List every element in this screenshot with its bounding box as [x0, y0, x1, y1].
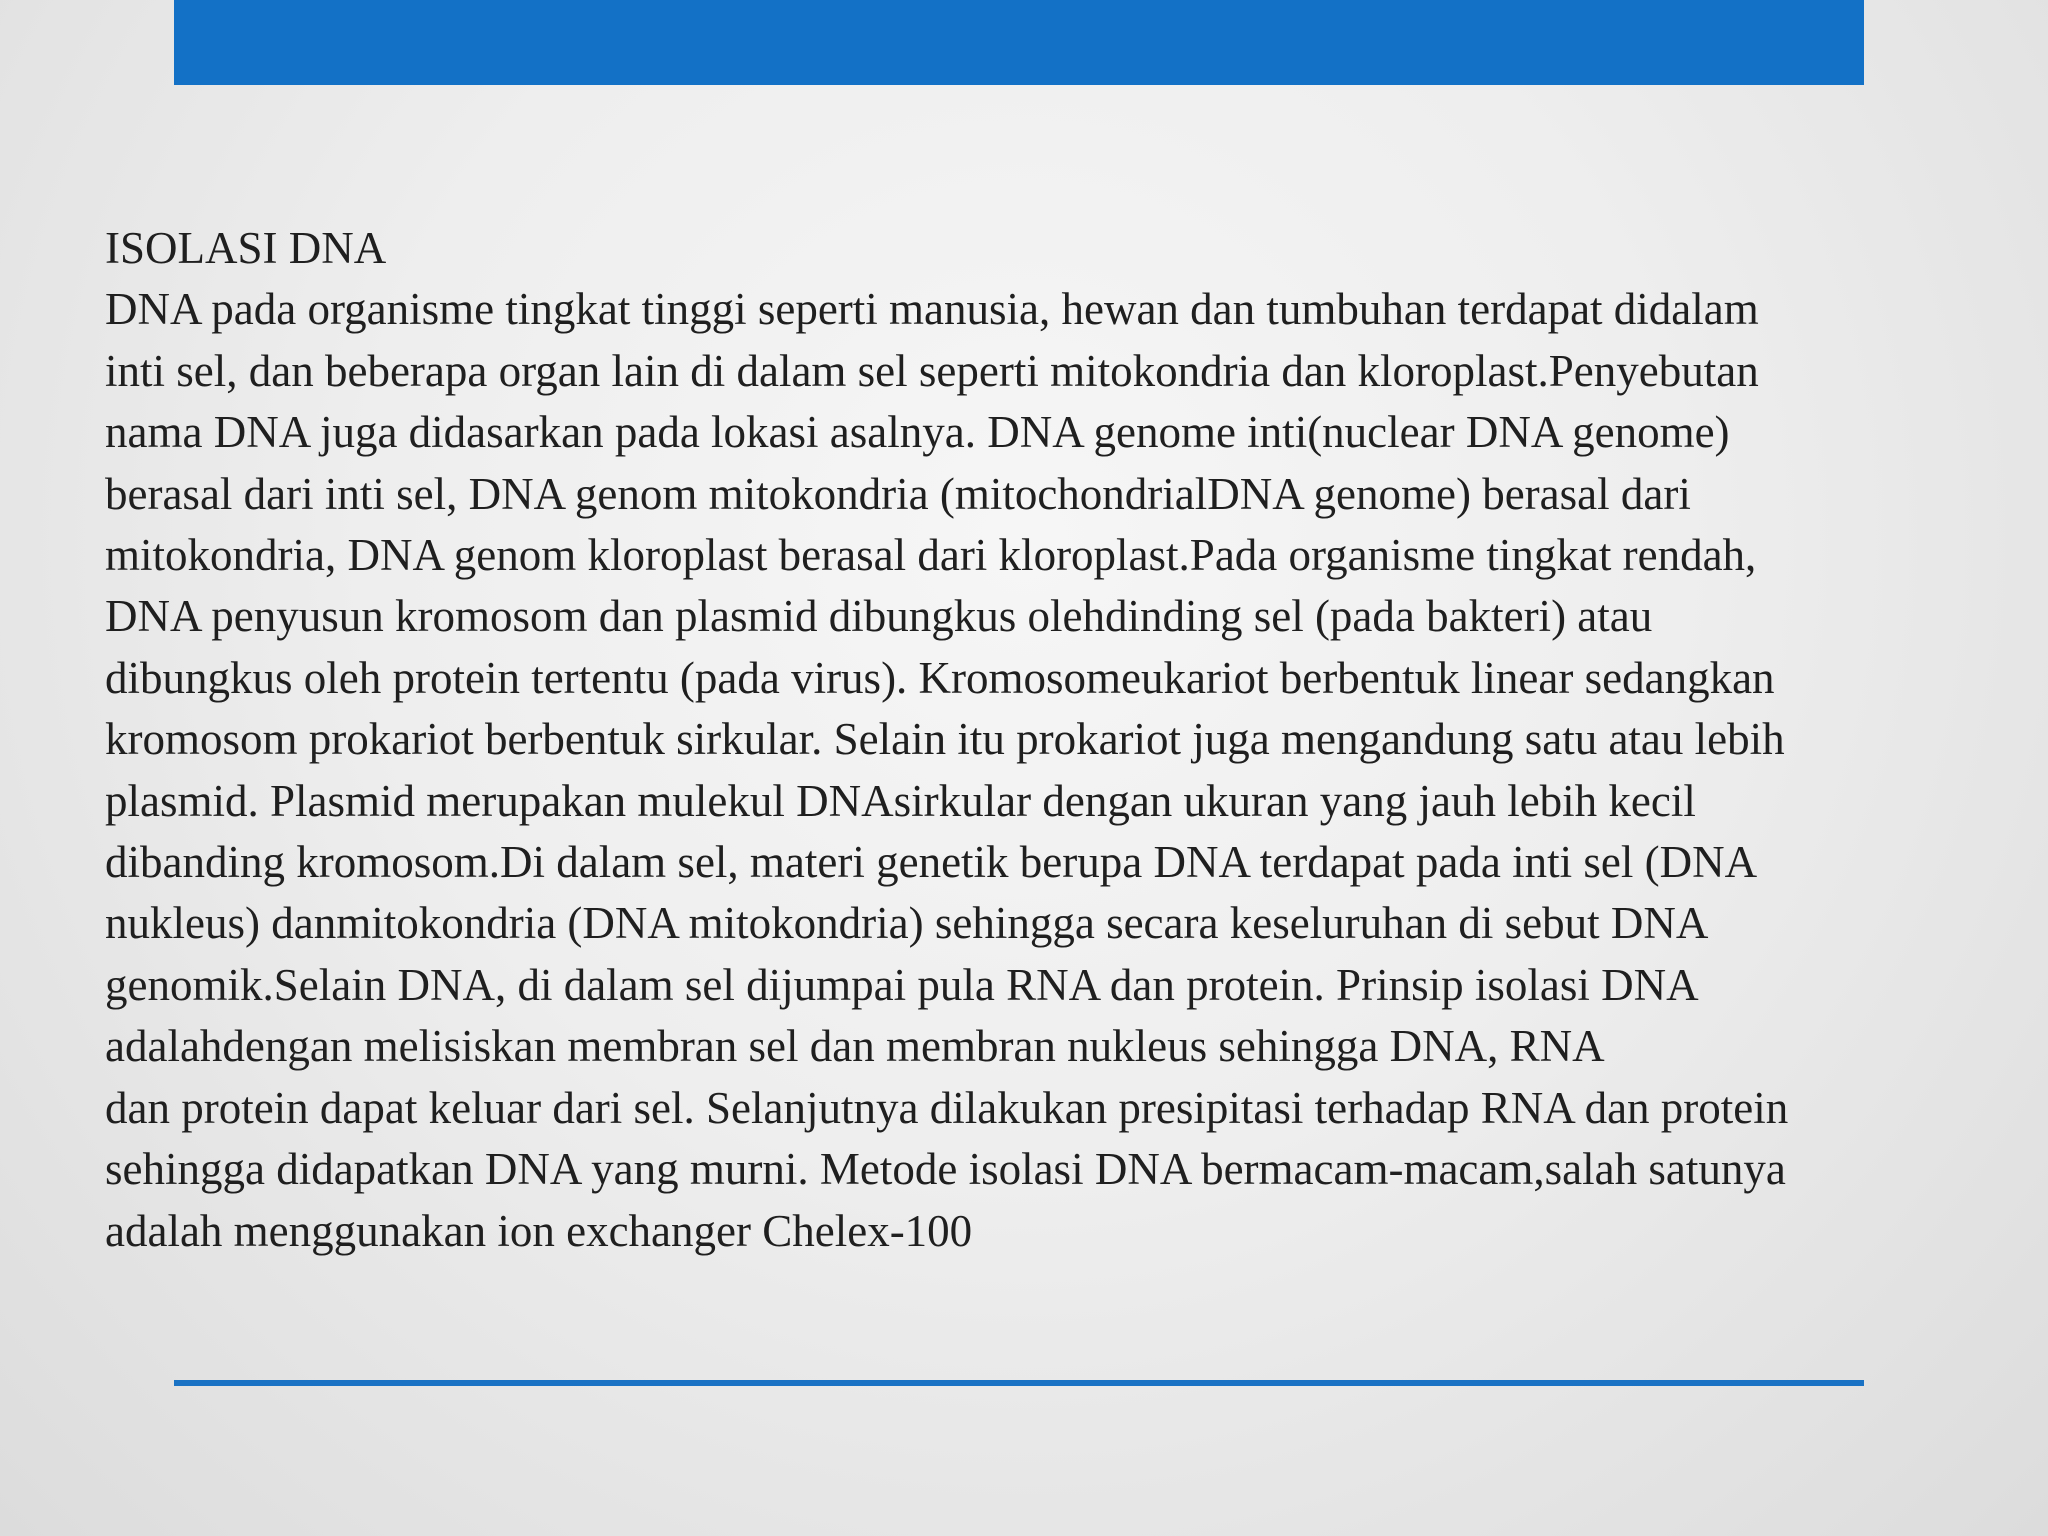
body-line: kromosom prokariot berbentuk sirkular. Selain itu prokariot juga mengandung satu atau lebih: [105, 714, 1785, 765]
body-line: dibungkus oleh protein tertentu (pada virus). Kromosomeukariot berbentuk linear sedangkan: [105, 652, 1775, 703]
bottom-divider-line: [174, 1380, 1864, 1386]
body-line: DNA pada organisme tingkat tinggi seperti manusia, hewan dan tumbuhan terdapat didalam: [105, 284, 1759, 335]
body-line: dan protein dapat keluar dari sel. Selanjutnya dilakukan presipitasi terhadap RNA dan protein: [105, 1082, 1789, 1133]
body-line: berasal dari inti sel, DNA genom mitokondria (mitochondrialDNA genome) berasal dari: [105, 468, 1691, 519]
body-line: plasmid. Plasmid merupakan mulekul DNAsirkular dengan ukuran yang jauh lebih kecil: [105, 775, 1696, 826]
body-line: sehingga didapatkan DNA yang murni. Metode isolasi DNA bermacam-macam,salah satunya: [105, 1144, 1786, 1195]
body-line: nama DNA juga didasarkan pada lokasi asalnya. DNA genome inti(nuclear DNA genome): [105, 407, 1730, 458]
body-line: dibanding kromosom.Di dalam sel, materi genetik berupa DNA terdapat pada inti sel (DNA: [105, 837, 1758, 888]
slide-title: ISOLASI DNA: [105, 223, 387, 273]
body-line: adalah menggunakan ion exchanger Chelex-100: [105, 1205, 973, 1256]
body-line: inti sel, dan beberapa organ lain di dalam sel seperti mitokondria dan kloroplast.Penyebutan: [105, 345, 1759, 396]
slide-text: [105, 218, 2035, 1262]
body-line: nukleus) danmitokondria (DNA mitokondria) sehingga secara keseluruhan di sebut DNA: [105, 898, 1709, 949]
body-line: genomik.Selain DNA, di dalam sel dijumpai pula RNA dan protein. Prinsip isolasi DNA: [105, 959, 1699, 1010]
body-line: mitokondria, DNA genom kloroplast berasal dari kloroplast.Pada organisme tingkat rendah,: [105, 530, 1757, 581]
body-line: adalahdengan melisiskan membran sel dan membran nukleus sehingga DNA, RNA: [105, 1021, 1605, 1072]
body-line: DNA penyusun kromosom dan plasmid dibungkus olehdinding sel (pada bakteri) atau: [105, 591, 1653, 642]
top-accent-bar: [174, 0, 1864, 85]
